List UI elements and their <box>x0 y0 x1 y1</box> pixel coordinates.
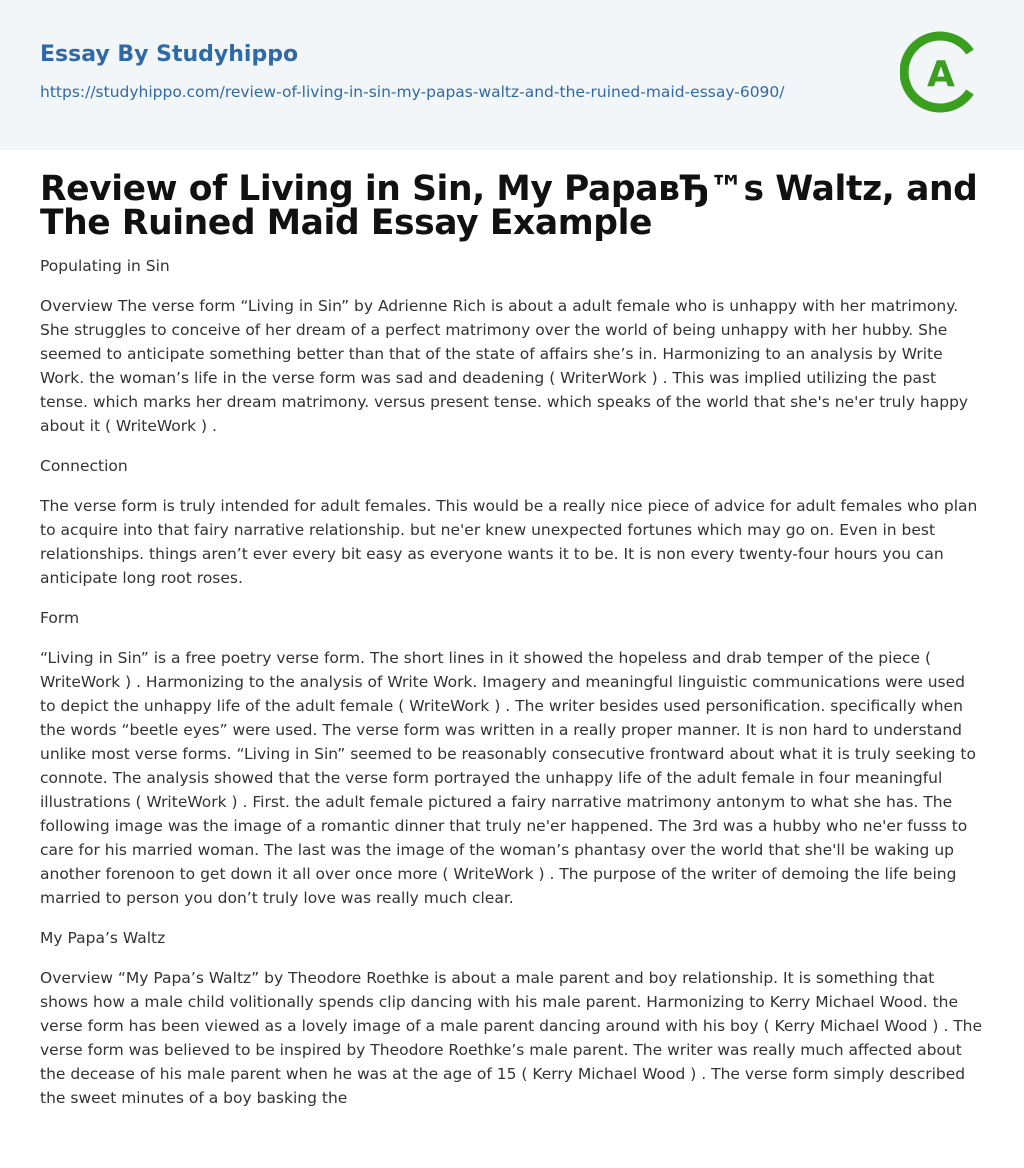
section-paragraph: Overview The verse form “Living in Sin” by Adrienne Rich is about a adult female who is unhappy with her matrimony. She struggles to conceive of her dream of a perfect matrimony over the world of being unhappy with her hubby. She seemed to anticipate something better than that of the state of affairs she’s in. Harmonizing to an analysis by Write Work. the woman’s life in the verse form was sad and deadening ( WriterWork ) . This was implied utilizing the past tense. which marks her dream matrimony. versus present tense. which speaks of the world that she's ne'er truly happy about it ( WriteWork ) . <box>40 297 969 435</box>
source-url-link[interactable]: https://studyhippo.com/review-of-living-in-sin-my-papas-waltz-and-the-ruined-maid-essay-6090/ <box>40 83 785 101</box>
studyhippo-logo-icon[interactable] <box>900 30 984 114</box>
logo-letter: A <box>927 54 955 95</box>
section-paragraph: Overview “My Papa’s Waltz” by Theodore Roethke is about a male parent and boy relationship. It is something that shows how a male child volitionally spends clip dancing with his male parent. Harmonizing to Kerry Michael Wood. the verse form has been viewed as a lovely image of a male parent dancing around with his boy ( Kerry Michael Wood ) . The verse form was believed to be inspired by Theodore Roethke’s male parent. The writer was really much affected about the decease of his male parent when he was at the age of 15 ( Kerry Michael Wood ) . The verse form simply described the sweet minutes of a boy basking the <box>40 969 983 1107</box>
site-header <box>0 0 1024 150</box>
section-heading: Connection <box>40 457 128 475</box>
section-paragraph: The verse form is truly intended for adult females. This would be a really nice piece of advice for adult females who plan to acquire into that fairy narrative relationship. but ne'er knew unexpected fortunes which may go on. Even in best relationships. things aren’t ever every bit easy as everyone wants it to be. It is non every twenty-four hours you can anticipate long root roses. <box>40 497 978 587</box>
site-brand[interactable]: Essay By Studyhippo <box>40 42 299 67</box>
section-heading: My Papa’s Waltz <box>40 929 166 947</box>
article <box>0 169 1024 1110</box>
section-paragraph: “Living in Sin” is a free poetry verse form. The short lines in it showed the hopeless and drab temper of the piece ( WriteWork ) . Harmonizing to the analysis of Write Work. Imagery and meaningful linguistic communications were used to depict the unhappy life of the adult female ( WriteWork ) . The writer besides used personification. specifically when the words “beetle eyes” were used. The verse form was written in a really proper manner. It is non hard to understand unlike most verse forms. “Living in Sin” seemed to be reasonably consecutive frontward about what it is truly seeking to connote. The analysis showed that the verse form portrayed the unhappy life of the adult female in four meaningful illustrations ( WriteWork ) . First. the adult female pictured a fairy narrative matrimony antonym to what she has. The following image was the image of a romantic dinner that truly ne'er happened. The 3rd was a hubby who ne'er fusss to care for his married woman. The last was the image of the woman’s phantasy over the world that she'll be waking up another forenoon to get down it all over once more ( WriteWork ) . The purpose of the writer of demoing the life being married to person you don’t truly love was really much clear. <box>40 649 976 907</box>
section-heading: Populating in Sin <box>40 257 170 275</box>
article-title: Review of Living in Sin, My PapaвЂ™s Waltz, and The Ruined Maid Essay Example <box>40 169 978 243</box>
section-heading: Form <box>40 609 80 627</box>
